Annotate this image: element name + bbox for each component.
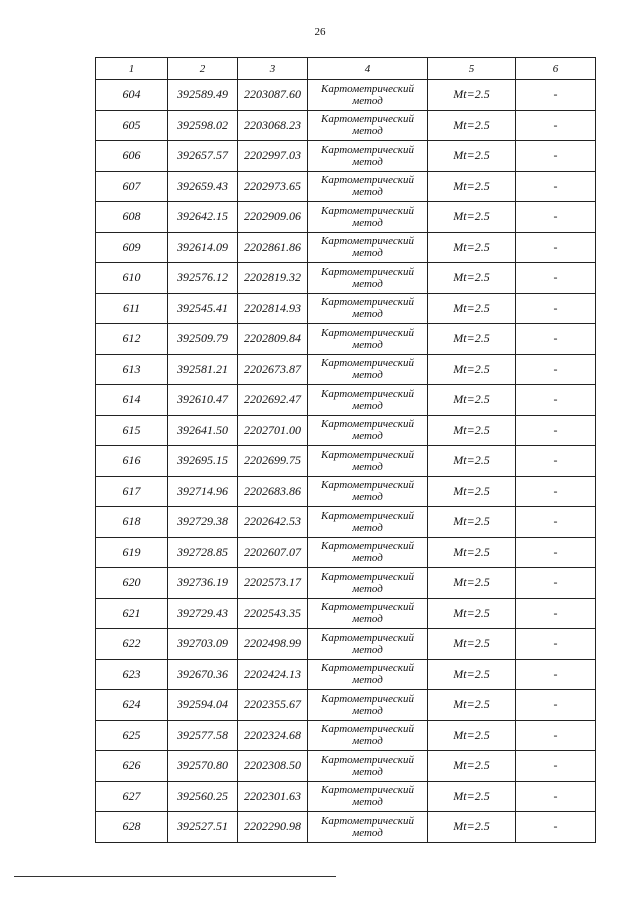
note-cell: - (516, 324, 596, 355)
method-cell: Картометрический метод (308, 781, 428, 812)
method-cell: Картометрический метод (308, 202, 428, 233)
table-row (96, 598, 596, 629)
note-cell: - (516, 293, 596, 324)
accuracy-cell: Mt=2.5 (428, 385, 516, 416)
note-cell: - (516, 202, 596, 233)
x-coordinate-cell: 392545.41 (168, 293, 238, 324)
method-cell: Картометрический метод (308, 80, 428, 111)
y-coordinate-cell: 2202308.50 (238, 751, 308, 782)
y-coordinate-cell: 2202997.03 (238, 141, 308, 172)
note-cell: - (516, 720, 596, 751)
note-cell: - (516, 354, 596, 385)
table-row (96, 263, 596, 294)
column-header: 4 (308, 58, 428, 80)
method-cell: Картометрический метод (308, 568, 428, 599)
x-coordinate-cell: 392670.36 (168, 659, 238, 690)
point-number-cell: 622 (96, 629, 168, 660)
method-cell: Картометрический метод (308, 812, 428, 843)
table-row (96, 385, 596, 416)
point-number-cell: 606 (96, 141, 168, 172)
note-cell: - (516, 507, 596, 538)
note-cell: - (516, 263, 596, 294)
table-row (96, 507, 596, 538)
y-coordinate-cell: 2202498.99 (238, 629, 308, 660)
y-coordinate-cell: 2202424.13 (238, 659, 308, 690)
point-number-cell: 608 (96, 202, 168, 233)
note-cell: - (516, 110, 596, 141)
x-coordinate-cell: 392642.15 (168, 202, 238, 233)
point-number-cell: 617 (96, 476, 168, 507)
point-number-cell: 619 (96, 537, 168, 568)
point-number-cell: 612 (96, 324, 168, 355)
method-cell: Картометрический метод (308, 263, 428, 294)
method-cell: Картометрический метод (308, 110, 428, 141)
y-coordinate-cell: 2202683.86 (238, 476, 308, 507)
point-number-cell: 607 (96, 171, 168, 202)
y-coordinate-cell: 2203068.23 (238, 110, 308, 141)
page-number: 26 (314, 26, 326, 38)
x-coordinate-cell: 392509.79 (168, 324, 238, 355)
x-coordinate-cell: 392614.09 (168, 232, 238, 263)
y-coordinate-cell: 2202814.93 (238, 293, 308, 324)
note-cell: - (516, 598, 596, 629)
note-cell: - (516, 415, 596, 446)
x-coordinate-cell: 392657.57 (168, 141, 238, 172)
note-cell: - (516, 537, 596, 568)
x-coordinate-cell: 392659.43 (168, 171, 238, 202)
point-number-cell: 605 (96, 110, 168, 141)
point-number-cell: 610 (96, 263, 168, 294)
point-number-cell: 620 (96, 568, 168, 599)
x-coordinate-cell: 392728.85 (168, 537, 238, 568)
x-coordinate-cell: 392714.96 (168, 476, 238, 507)
point-number-cell: 624 (96, 690, 168, 721)
note-cell: - (516, 812, 596, 843)
y-coordinate-cell: 2202909.06 (238, 202, 308, 233)
table-row (96, 80, 596, 111)
method-cell: Картометрический метод (308, 720, 428, 751)
note-cell: - (516, 629, 596, 660)
accuracy-cell: Mt=2.5 (428, 812, 516, 843)
x-coordinate-cell: 392570.80 (168, 751, 238, 782)
table-row (96, 110, 596, 141)
method-cell: Картометрический метод (308, 476, 428, 507)
point-number-cell: 615 (96, 415, 168, 446)
accuracy-cell: Mt=2.5 (428, 751, 516, 782)
note-cell: - (516, 659, 596, 690)
table-row (96, 751, 596, 782)
accuracy-cell: Mt=2.5 (428, 629, 516, 660)
coordinates-table (95, 57, 596, 843)
accuracy-cell: Mt=2.5 (428, 537, 516, 568)
method-cell: Картометрический метод (308, 751, 428, 782)
method-cell: Картометрический метод (308, 141, 428, 172)
x-coordinate-cell: 392695.15 (168, 446, 238, 477)
table-row (96, 171, 596, 202)
x-coordinate-cell: 392610.47 (168, 385, 238, 416)
accuracy-cell: Mt=2.5 (428, 598, 516, 629)
accuracy-cell: Mt=2.5 (428, 293, 516, 324)
method-cell: Картометрический метод (308, 354, 428, 385)
method-cell: Картометрический метод (308, 415, 428, 446)
accuracy-cell: Mt=2.5 (428, 324, 516, 355)
x-coordinate-cell: 392729.38 (168, 507, 238, 538)
note-cell: - (516, 171, 596, 202)
x-coordinate-cell: 392594.04 (168, 690, 238, 721)
x-coordinate-cell: 392703.09 (168, 629, 238, 660)
method-cell: Картометрический метод (308, 690, 428, 721)
point-number-cell: 621 (96, 598, 168, 629)
point-number-cell: 613 (96, 354, 168, 385)
accuracy-cell: Mt=2.5 (428, 507, 516, 538)
column-header: 6 (516, 58, 596, 80)
y-coordinate-cell: 2202819.32 (238, 263, 308, 294)
table-row (96, 476, 596, 507)
point-number-cell: 618 (96, 507, 168, 538)
x-coordinate-cell: 392598.02 (168, 110, 238, 141)
table-row (96, 141, 596, 172)
accuracy-cell: Mt=2.5 (428, 141, 516, 172)
method-cell: Картометрический метод (308, 507, 428, 538)
accuracy-cell: Mt=2.5 (428, 354, 516, 385)
point-number-cell: 609 (96, 232, 168, 263)
column-header: 5 (428, 58, 516, 80)
y-coordinate-cell: 2202973.65 (238, 171, 308, 202)
x-coordinate-cell: 392589.49 (168, 80, 238, 111)
note-cell: - (516, 751, 596, 782)
y-coordinate-cell: 2202809.84 (238, 324, 308, 355)
note-cell: - (516, 141, 596, 172)
accuracy-cell: Mt=2.5 (428, 476, 516, 507)
column-header: 3 (238, 58, 308, 80)
note-cell: - (516, 80, 596, 111)
accuracy-cell: Mt=2.5 (428, 171, 516, 202)
x-coordinate-cell: 392729.43 (168, 598, 238, 629)
table-row (96, 293, 596, 324)
x-coordinate-cell: 392560.25 (168, 781, 238, 812)
method-cell: Картометрический метод (308, 171, 428, 202)
point-number-cell: 614 (96, 385, 168, 416)
note-cell: - (516, 781, 596, 812)
x-coordinate-cell: 392641.50 (168, 415, 238, 446)
accuracy-cell: Mt=2.5 (428, 781, 516, 812)
point-number-cell: 611 (96, 293, 168, 324)
point-number-cell: 604 (96, 80, 168, 111)
footer-divider (14, 876, 336, 877)
accuracy-cell: Mt=2.5 (428, 415, 516, 446)
table-row (96, 568, 596, 599)
accuracy-cell: Mt=2.5 (428, 659, 516, 690)
table-row (96, 629, 596, 660)
accuracy-cell: Mt=2.5 (428, 263, 516, 294)
y-coordinate-cell: 2202290.98 (238, 812, 308, 843)
x-coordinate-cell: 392736.19 (168, 568, 238, 599)
x-coordinate-cell: 392581.21 (168, 354, 238, 385)
method-cell: Картометрический метод (308, 293, 428, 324)
method-cell: Картометрический метод (308, 659, 428, 690)
y-coordinate-cell: 2202543.35 (238, 598, 308, 629)
y-coordinate-cell: 2202699.75 (238, 446, 308, 477)
table-row (96, 354, 596, 385)
y-coordinate-cell: 2202642.53 (238, 507, 308, 538)
column-header: 2 (168, 58, 238, 80)
note-cell: - (516, 690, 596, 721)
method-cell: Картометрический метод (308, 324, 428, 355)
point-number-cell: 625 (96, 720, 168, 751)
accuracy-cell: Mt=2.5 (428, 80, 516, 111)
accuracy-cell: Mt=2.5 (428, 720, 516, 751)
y-coordinate-cell: 2202607.07 (238, 537, 308, 568)
y-coordinate-cell: 2202861.86 (238, 232, 308, 263)
method-cell: Картометрический метод (308, 629, 428, 660)
y-coordinate-cell: 2202324.68 (238, 720, 308, 751)
note-cell: - (516, 476, 596, 507)
accuracy-cell: Mt=2.5 (428, 690, 516, 721)
accuracy-cell: Mt=2.5 (428, 232, 516, 263)
table-row (96, 690, 596, 721)
method-cell: Картометрический метод (308, 537, 428, 568)
method-cell: Картометрический метод (308, 446, 428, 477)
table-row (96, 324, 596, 355)
y-coordinate-cell: 2202692.47 (238, 385, 308, 416)
x-coordinate-cell: 392576.12 (168, 263, 238, 294)
note-cell: - (516, 232, 596, 263)
method-cell: Картометрический метод (308, 232, 428, 263)
point-number-cell: 628 (96, 812, 168, 843)
table-row (96, 812, 596, 843)
method-cell: Картометрический метод (308, 598, 428, 629)
table-row (96, 659, 596, 690)
point-number-cell: 627 (96, 781, 168, 812)
note-cell: - (516, 446, 596, 477)
table-row (96, 415, 596, 446)
accuracy-cell: Mt=2.5 (428, 110, 516, 141)
table-row (96, 537, 596, 568)
column-header: 1 (96, 58, 168, 80)
point-number-cell: 623 (96, 659, 168, 690)
y-coordinate-cell: 2202573.17 (238, 568, 308, 599)
y-coordinate-cell: 2202301.63 (238, 781, 308, 812)
point-number-cell: 616 (96, 446, 168, 477)
accuracy-cell: Mt=2.5 (428, 446, 516, 477)
table-row (96, 781, 596, 812)
table-row (96, 446, 596, 477)
x-coordinate-cell: 392527.51 (168, 812, 238, 843)
y-coordinate-cell: 2202701.00 (238, 415, 308, 446)
method-cell: Картометрический метод (308, 385, 428, 416)
y-coordinate-cell: 2202673.87 (238, 354, 308, 385)
table-header-row (96, 58, 596, 80)
y-coordinate-cell: 2202355.67 (238, 690, 308, 721)
note-cell: - (516, 568, 596, 599)
note-cell: - (516, 385, 596, 416)
x-coordinate-cell: 392577.58 (168, 720, 238, 751)
point-number-cell: 626 (96, 751, 168, 782)
table-row (96, 720, 596, 751)
accuracy-cell: Mt=2.5 (428, 202, 516, 233)
accuracy-cell: Mt=2.5 (428, 568, 516, 599)
table-row (96, 232, 596, 263)
y-coordinate-cell: 2203087.60 (238, 80, 308, 111)
table-row (96, 202, 596, 233)
